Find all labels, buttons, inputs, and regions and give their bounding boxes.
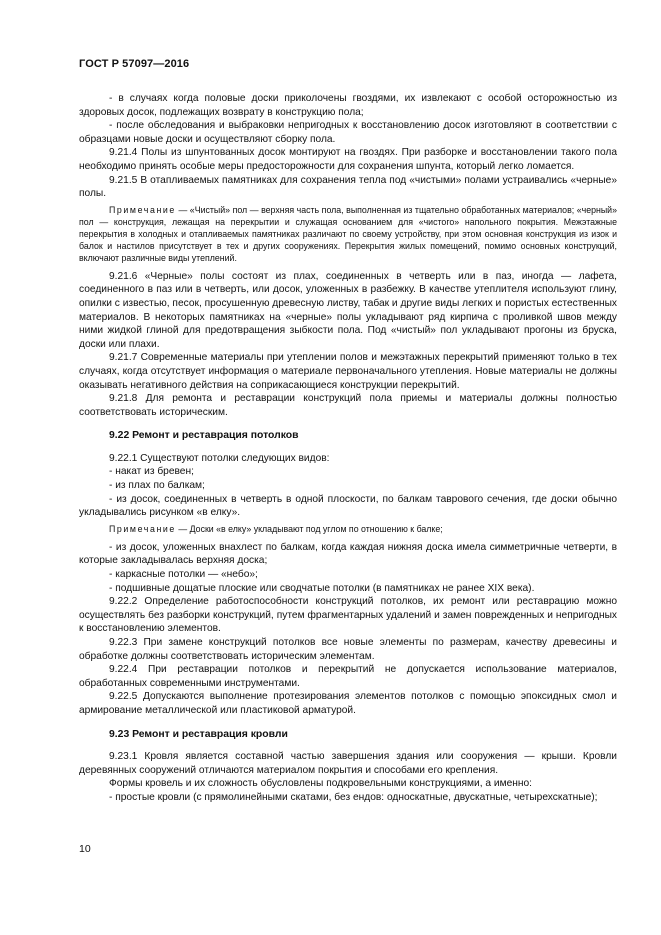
- list-item-simple-roofs: - простые кровли (с прямолинейными скатами, без ендов: односкатные, двускатные, четырехскатные);: [109, 791, 598, 803]
- note-herringbone: [79, 523, 617, 535]
- paragraph-9-23-1: 9.23.1 Кровля является составной частью завершения здания или сооружения — крыши. Кровли деревянных сооружений отличаются материалом покрытия и способами его крепления.: [79, 751, 617, 776]
- section-heading-9-23: 9.23 Ремонт и реставрация кровли: [109, 728, 288, 740]
- list-item-log-roll: - накат из бревен;: [109, 466, 194, 478]
- page-number: 10: [79, 843, 91, 855]
- paragraph-9-22-3: 9.22.3 При замене конструкций потолков все новые элементы по размерам, качеству древесины и обработке должны соответствовать историческим элементам.: [79, 637, 617, 662]
- paragraph-9-22-4: 9.22.4 При реставрации потолков и перекрытий не допускается использование материалов, обработанных современными инструментами.: [79, 664, 617, 689]
- note-text: — Доски «в елку» укладывают под углом по отношению к балке;: [178, 523, 443, 534]
- paragraph-9-21-6: 9.21.6 «Черные» полы состоят из плах, соединенных в четверть или в паз, иногда — лафета, соединенного в паз или в четверть, или досок, уложенных в разбежку. В качестве утеплителя используют глину, опилки с известью, песок, просушенную древесную листву, табак и другие виды легких и пористых естественных материалов. В некоторых памятниках на «черные» полы укладывают ряд кирпича с проливкой швов между ними жидкой глиной для предотвращения зыбкости пола. Под «чистый» пол укладывают прогоны из бруска, доски или плахи.: [79, 270, 617, 350]
- list-item-overlap-boards: - из досок, уложенных внахлест по балкам, когда каждая нижняя доска имела симметричные четверти, в которые закладывалась верхняя доска;: [79, 541, 617, 567]
- list-item-quarter-boards: - из досок, соединенных в четверть в одной плоскости, по балкам таврового сечения, где доски обычно укладывались рисунком «в елку».: [79, 493, 617, 519]
- paragraph-9-22-2: 9.22.2 Определение работоспособности конструкций потолков, их ремонт или реставрацию можно осуществлять без разборки конструкций, путем фрагментарных удалений и замен поврежденных и непригодных к восстановлению элементов.: [79, 596, 617, 635]
- paragraph-9-21-5: 9.21.5 В отапливаемых памятниках для сохранения тепла под «чистыми» полами устраивались «черные» полы.: [79, 174, 617, 200]
- list-item-planks-beams: - из плах по балкам;: [109, 480, 205, 492]
- paragraph-9-21-4: 9.21.4 Полы из шпунтованных досок монтируют на гвоздях. При разборке и восстановлении такого пола необходимо принять особые меры предосторожности для сохранения шпунта, который легко ломается.: [79, 147, 617, 172]
- document-body: [79, 92, 617, 805]
- paragraph-nails: - в случаях когда половые доски приколочены гвоздями, их извлекают с особой осторожностью из здоровых досок, подлежащих возврату в конструкцию пола;: [79, 93, 617, 118]
- paragraph-9-22-1: 9.22.1 Существуют потолки следующих видов:: [109, 452, 330, 464]
- note-clean-floor: [79, 204, 617, 264]
- note-text: — «Чистый» пол — верхняя часть пола, выполненная из тщательно обработанных материалов; «черный» пол — конструкция, лежащая на перекрытии и служащая основанием для «чистого» напольного покрытия. Межэтажные перекрытия в холодных и отапливаемых памятниках различают по своему устройству, при этом основная конструкция из изок и балок и настилов присутствует в тех и других сооружениях. Перекрытия жилых помещений, помимо основных конструкций, включают различные виды утеплений.: [79, 204, 617, 263]
- paragraph-9-21-8: 9.21.8 Для ремонта и реставрации конструкций пола приемы и материалы должны полностью соответствовать историческим.: [79, 393, 617, 418]
- paragraph-roof-forms: Формы кровель и их сложность обусловлены подкровельными конструкциями, а именно:: [109, 778, 532, 790]
- list-item-suspended-ceilings: - подшивные дощатые плоские или сводчатые потолки (в памятниках не ранее XIX века).: [109, 582, 535, 594]
- document-header-id: ГОСТ Р 57097—2016: [79, 58, 190, 70]
- section-heading-9-22: 9.22 Ремонт и реставрация потолков: [109, 430, 299, 442]
- note-label: Примечание: [109, 523, 176, 534]
- list-item-frame-ceilings: - каркасные потолки — «небо»;: [109, 569, 258, 581]
- paragraph-after-inspection: - после обследования и выбраковки непригодных к восстановлению досок изготовляют в соответствии с образцами новые доски и осуществляют сборку пола.: [79, 120, 617, 145]
- paragraph-9-21-7: 9.21.7 Современные материалы при утеплении полов и межэтажных перекрытий применяют только в тех случаях, когда отсутствует информация о материале первоначального утепления. Новые материалы не должны оказывать негативного действия на соприкасающиеся конструкции перекрытий.: [79, 352, 617, 391]
- paragraph-9-22-5: 9.22.5 Допускаются выполнение протезирования элементов потолков с помощью эпоксидных смол и армирование металлической или пластиковой арматурой.: [79, 691, 617, 716]
- note-label: Примечание: [109, 204, 176, 215]
